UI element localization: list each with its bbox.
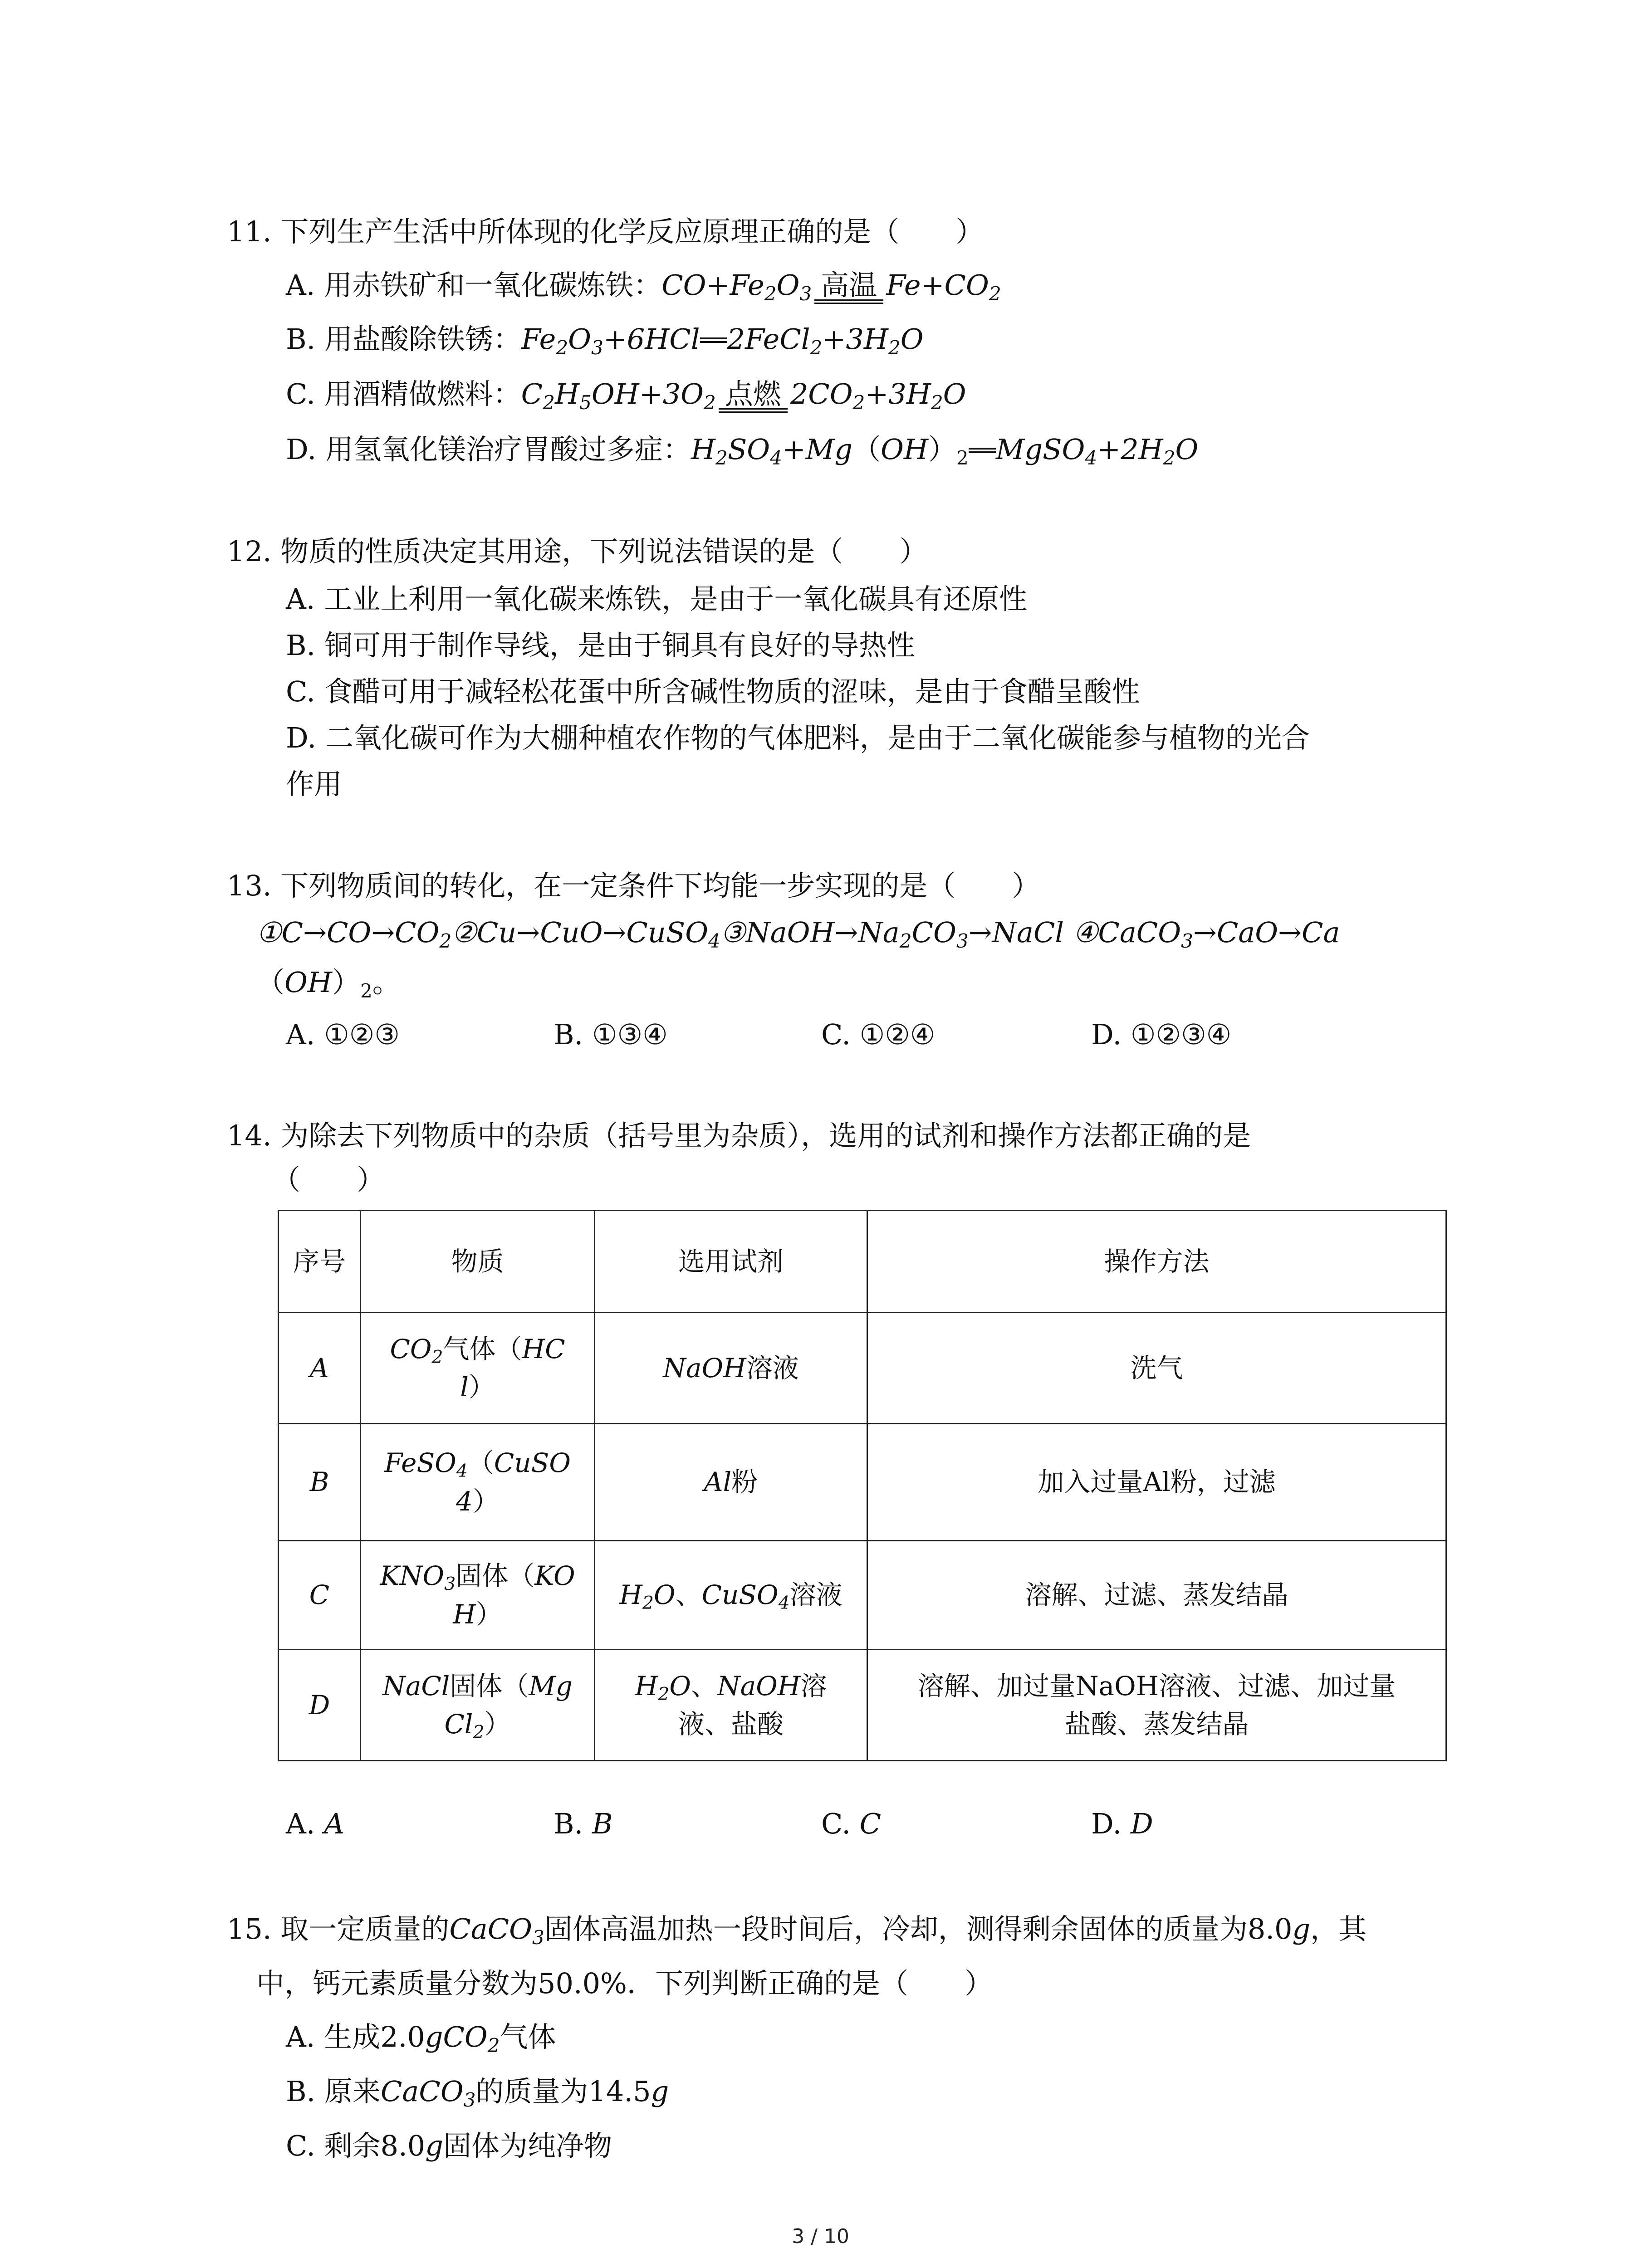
q14-stem: 14. 为除去下列物质中的杂质（括号里为杂质），选用的试剂和操作方法都正确的是 <box>227 1119 1251 1152</box>
row-reagent: H2O、CuSO4溶液 <box>595 1541 867 1650</box>
row-substance: CO2气体（HC l） <box>361 1313 595 1424</box>
q12-option-a: A. 工业上利用一氧化碳来炼铁，是由于一氧化碳具有还原性 <box>286 582 1028 616</box>
row-method: 洗气 <box>867 1313 1446 1424</box>
q13-conversions-cont: （OH）2。 <box>256 966 401 1002</box>
q15-option-c: C. 剩余8.0g固体为纯净物 <box>286 2129 612 2162</box>
q14-choice-a: A. A <box>286 1807 344 1840</box>
q15-stem: 15. 取一定质量的CaCO3固体高温加热一段时间后，冷却，测得剩余固体的质量为8.0g，其 <box>227 1912 1367 1949</box>
page-number: 3 / 10 <box>792 2225 849 2248</box>
header-reagent: 选用试剂 <box>595 1211 867 1313</box>
q13-choice-c: C. ①②④ <box>821 1018 936 1051</box>
q12-option-d-cont: 作用 <box>286 767 343 801</box>
row-reagent: NaOH溶液 <box>595 1313 867 1424</box>
row-substance: KNO3固体（KO H） <box>361 1541 595 1650</box>
q11-option-c: C. 用酒精做燃料：C2H5OH+3O2 点燃 2CO2+3H2O <box>286 377 966 414</box>
q15-stem-cont: 中，钙元素质量分数为50.0%．下列判断正确的是（ ） <box>256 1967 993 2000</box>
q11-stem: 11. 下列生产生活中所体现的化学反应原理正确的是（ ） <box>227 215 984 248</box>
q11-option-a: A. 用赤铁矿和一氧化碳炼铁：CO+Fe2O3 高温 Fe+CO2 <box>286 269 1001 305</box>
table-header-row <box>279 1211 1446 1313</box>
q12-option-d: D. 二氧化碳可作为大棚种植农作物的气体肥料，是由于二氧化碳能参与植物的光合 <box>286 721 1310 754</box>
q11-option-b: B. 用盐酸除铁锈：Fe2O3+6HCl 2FeCl2+3H2O <box>286 323 924 359</box>
table-row <box>279 1424 1446 1541</box>
row-substance: NaCl固体（Mg Cl2） <box>361 1650 595 1761</box>
table-row <box>279 1313 1446 1424</box>
table-row <box>279 1650 1446 1761</box>
header-substance: 物质 <box>361 1211 595 1313</box>
row-reagent: H2O、NaOH溶 液、盐酸 <box>595 1650 867 1761</box>
q14-table <box>278 1210 1447 1761</box>
q15-option-a: A. 生成2.0gCO2气体 <box>286 2020 556 2057</box>
row-index: A <box>279 1313 361 1424</box>
q13-conversions: ①C→CO→CO2②Cu→CuO→CuSO4③NaOH→Na2CO3→NaCl ④CaCO3→CaO→Ca <box>256 916 1340 952</box>
row-method: 溶解、加过量NaOH溶液、过滤、加过量 盐酸、蒸发结晶 <box>867 1650 1446 1761</box>
q13-choice-a: A. ①②③ <box>286 1018 400 1051</box>
q15-option-b: B. 原来CaCO3的质量为14.5g <box>286 2075 669 2111</box>
table-row <box>279 1541 1446 1650</box>
row-method: 溶解、过滤、蒸发结晶 <box>867 1541 1446 1650</box>
q12-option-b: B. 铜可用于制作导线，是由于铜具有良好的导热性 <box>286 629 915 662</box>
q14-choice-d: D. D <box>1091 1807 1153 1840</box>
q12-option-c: C. 食醋可用于减轻松花蛋中所含碱性物质的涩味，是由于食醋呈酸性 <box>286 675 1140 708</box>
row-substance: FeSO4（CuSO 4） <box>361 1424 595 1541</box>
q12-stem: 12. 物质的性质决定其用途，下列说法错误的是（ ） <box>227 535 928 568</box>
q13-choice-b: B. ①③④ <box>554 1018 668 1051</box>
header-method: 操作方法 <box>867 1211 1446 1313</box>
q14-choice-c: C. C <box>821 1807 882 1840</box>
row-reagent: Al粉 <box>595 1424 867 1541</box>
row-method: 加入过量Al粉，过滤 <box>867 1424 1446 1541</box>
row-index: B <box>279 1424 361 1541</box>
q11-option-d: D. 用氢氧化镁治疗胃酸过多症：H2SO4+Mg（OH）2 MgSO4+2H2O <box>286 433 1199 469</box>
row-index: C <box>279 1541 361 1650</box>
q14-choice-b: B. B <box>554 1807 613 1840</box>
row-index: D <box>279 1650 361 1761</box>
q14-stem-cont: （ ） <box>272 1163 385 1196</box>
q13-choice-d: D. ①②③④ <box>1091 1018 1232 1051</box>
header-index: 序号 <box>279 1211 361 1313</box>
q13-stem: 13. 下列物质间的转化，在一定条件下均能一步实现的是（ ） <box>227 869 1040 902</box>
